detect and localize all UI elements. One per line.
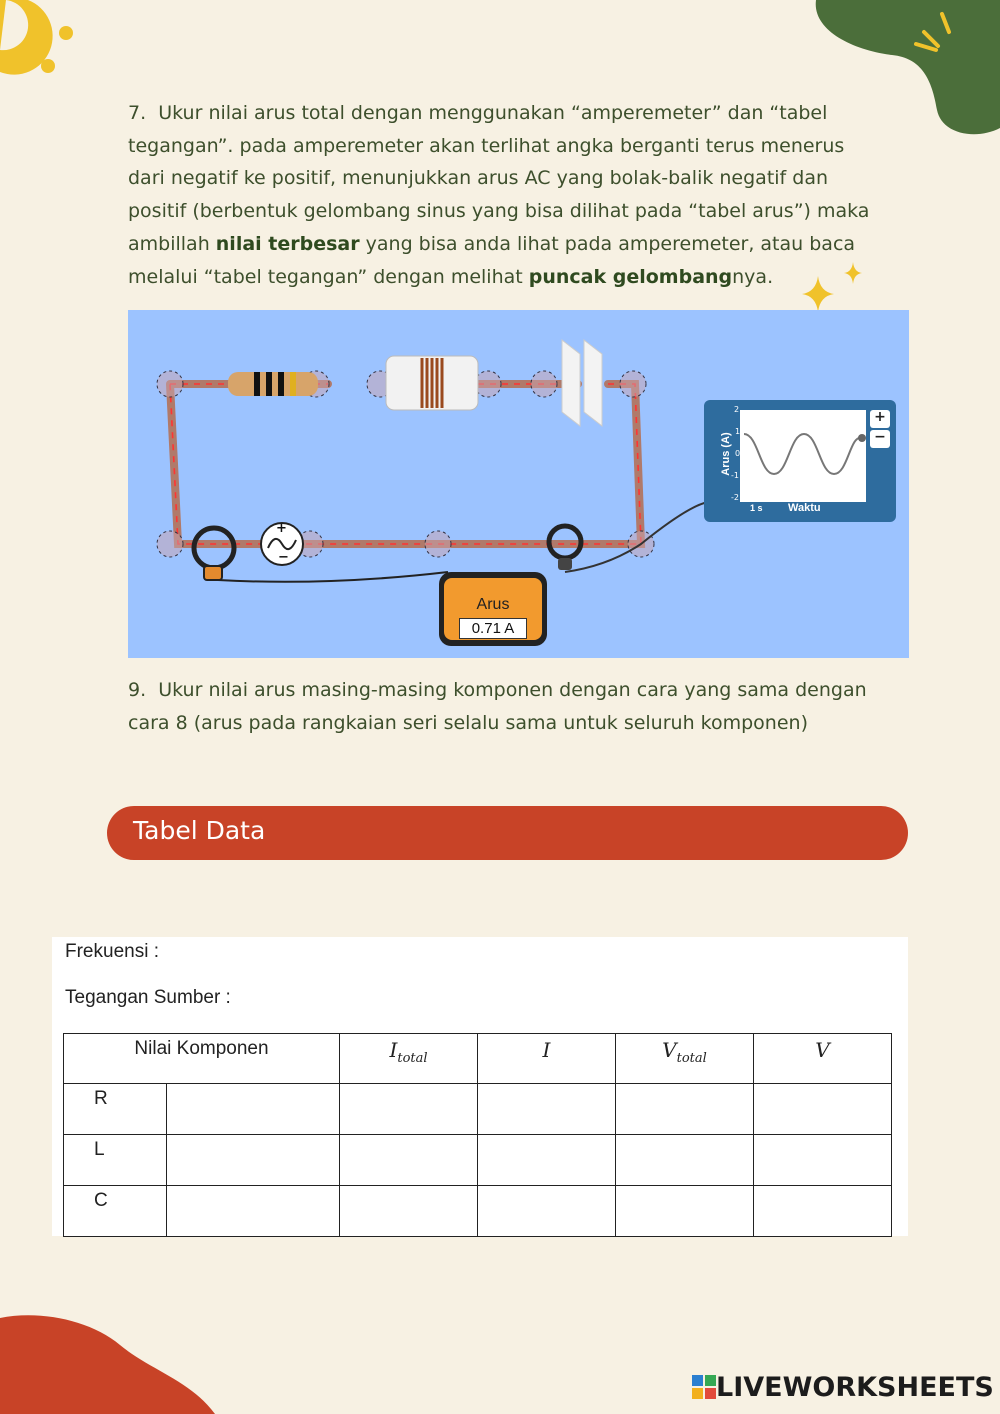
- chart-y-axis-label: Arus (A): [720, 432, 732, 476]
- orange-blob-decoration: [0, 1310, 215, 1414]
- step-7-line-6c: nya.: [732, 265, 774, 288]
- step-9-text: [128, 674, 898, 739]
- cell-c-i[interactable]: [478, 1186, 616, 1237]
- cell-c-v[interactable]: [754, 1186, 892, 1237]
- capacitor-component: [562, 340, 602, 426]
- liveworksheets-mark-icon: [692, 1375, 716, 1399]
- cell-l-value[interactable]: [167, 1135, 340, 1186]
- chart-y-tick-0: 0: [735, 449, 741, 458]
- zoom-out-icon[interactable]: −: [874, 429, 886, 445]
- table-row: [64, 1186, 892, 1237]
- table-row: [64, 1135, 892, 1186]
- row-label-c: C: [64, 1186, 167, 1237]
- step-7-line-2: tegangan”. pada amperemeter akan terlihat angka berganti terus menerus: [128, 134, 845, 157]
- step-7-number: 7.: [128, 102, 147, 124]
- header-v-total: [616, 1034, 754, 1084]
- ammeter-label: Arus: [476, 596, 510, 613]
- chart-y-tick-minus-2: -2: [731, 493, 739, 502]
- header-v-total-main: V: [662, 1038, 677, 1062]
- cell-l-itotal[interactable]: [340, 1135, 478, 1186]
- header-i-total: [340, 1034, 478, 1084]
- header-nilai-komponen: Nilai Komponen: [64, 1034, 340, 1084]
- zoom-in-icon[interactable]: +: [874, 409, 886, 425]
- cell-c-itotal[interactable]: [340, 1186, 478, 1237]
- cell-l-v[interactable]: [754, 1135, 892, 1186]
- data-table: [63, 1033, 892, 1237]
- ammeter-probe-left: [194, 528, 234, 580]
- chart-y-tick-2: 2: [734, 405, 740, 414]
- chart-y-tick-minus-1: -1: [731, 471, 739, 480]
- header-v-text: V: [815, 1038, 830, 1062]
- ammeter-device: [439, 572, 547, 646]
- step-7-line-6a: melalui “tabel tegangan” dengan melihat: [128, 265, 529, 288]
- step-7-line-5c: yang bisa anda lihat pada amperemeter, atau baca: [359, 232, 856, 255]
- sun-decoration-icon: [0, 0, 90, 90]
- logo-text: LIVEWORKSHEETS: [716, 1372, 994, 1403]
- highlight-puncak-gelombang: puncak gelombang: [528, 265, 733, 288]
- row-label-l: L: [64, 1135, 167, 1186]
- cell-r-value[interactable]: [167, 1084, 340, 1135]
- row-label-r: R: [64, 1084, 167, 1135]
- header-i: [478, 1034, 616, 1084]
- highlight-nilai-terbesar: nilai terbesar: [215, 232, 360, 255]
- header-v: [754, 1034, 892, 1084]
- step-9-line-1: Ukur nilai arus masing-masing komponen dengan cara yang sama dengan: [158, 679, 867, 701]
- step-7-line-5a: ambillah: [128, 232, 216, 255]
- header-i-total-sub: total: [397, 1051, 428, 1066]
- header-i-text: I: [542, 1038, 551, 1062]
- step-7-line-3: dari negatif ke positif, menunjukkan arus AC yang bolak-balik negatif dan: [128, 167, 829, 190]
- step-9-number: 9.: [128, 679, 147, 701]
- cell-r-v[interactable]: [754, 1084, 892, 1135]
- cell-r-i[interactable]: [478, 1084, 616, 1135]
- step-7-text: [128, 97, 898, 293]
- chart-x-axis-label: Waktu: [788, 502, 821, 514]
- section-heading: Tabel Data: [133, 816, 266, 845]
- chart-time-scale: 1 s: [750, 503, 763, 513]
- liveworksheets-logo: [692, 1372, 994, 1406]
- section-heading-bar: [107, 806, 908, 860]
- source-minus-sign: −: [278, 550, 289, 565]
- step-9-line-2: cara 8 (arus pada rangkaian seri selalu sama untuk seluruh komponen): [128, 711, 808, 734]
- circuit-simulation: [128, 310, 909, 658]
- step-7-line-1: Ukur nilai arus total dengan menggunakan “amperemeter” dan “tabel: [158, 102, 828, 124]
- cell-c-vtotal[interactable]: [616, 1186, 754, 1237]
- cell-r-itotal[interactable]: [340, 1084, 478, 1135]
- chart-y-tick-1: 1: [735, 427, 741, 436]
- step-7-line-4: positif (berbentuk gelombang sinus yang bisa dilihat pada “tabel arus”) maka: [128, 200, 870, 223]
- cell-l-vtotal[interactable]: [616, 1135, 754, 1186]
- header-v-total-sub: total: [676, 1051, 707, 1066]
- ammeter-readout: 0.71 A: [459, 618, 527, 639]
- table-header-row: [64, 1034, 892, 1084]
- table-row: [64, 1084, 892, 1135]
- inductor-component: [386, 356, 478, 410]
- frekuensi-label: Frekuensi :: [65, 941, 159, 962]
- tegangan-sumber-label: Tegangan Sumber :: [65, 987, 231, 1008]
- source-plus-sign: +: [276, 521, 287, 536]
- cell-c-value[interactable]: [167, 1186, 340, 1237]
- header-i-total-main: I: [389, 1038, 398, 1062]
- cell-l-i[interactable]: [478, 1135, 616, 1186]
- resistor-component: [228, 372, 318, 396]
- cell-r-vtotal[interactable]: [616, 1084, 754, 1135]
- data-table-card: [52, 937, 908, 1236]
